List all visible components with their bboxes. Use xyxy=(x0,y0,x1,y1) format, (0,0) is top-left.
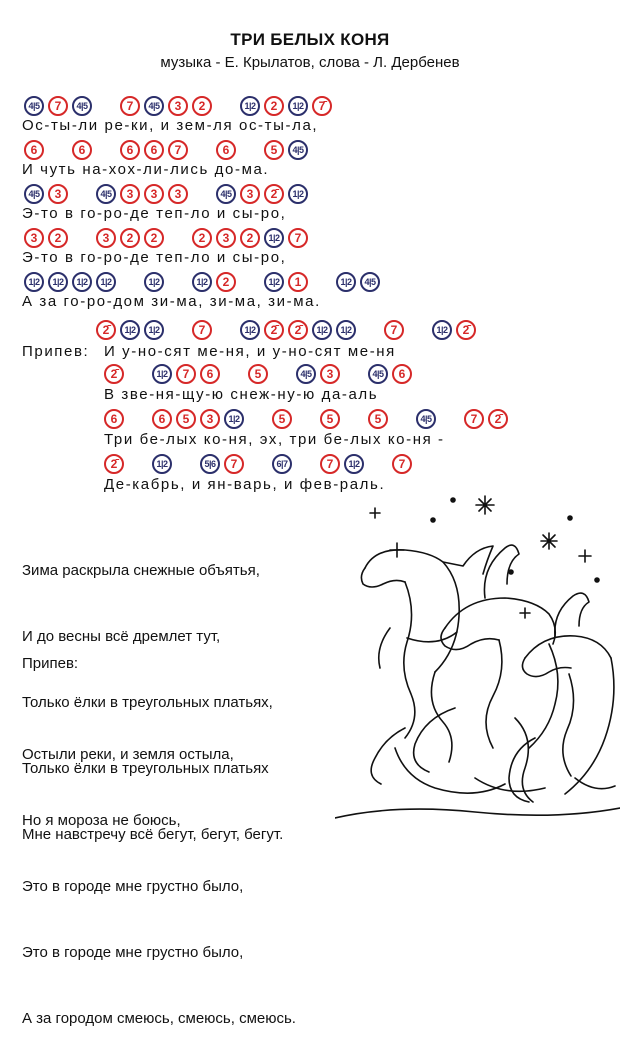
note-circle: 6 xyxy=(24,140,44,160)
note-circle: 1|2 xyxy=(152,364,172,384)
note-circle: 1|2 xyxy=(120,320,140,340)
note-circle: 5 xyxy=(320,409,340,429)
note-circle: 4|5 xyxy=(72,96,92,116)
note-circle: 2 xyxy=(120,228,140,248)
note-circle: 2̄ xyxy=(104,454,124,474)
note-circle: 7̄ xyxy=(312,96,332,116)
note-circle: 6 xyxy=(104,409,124,429)
note-circle: 4|5 xyxy=(368,364,388,384)
verse-2-line: И до весны всё дремлет тут, xyxy=(22,628,221,645)
note-circle: 2̄ xyxy=(488,409,508,429)
note-circle: 2̄ xyxy=(104,364,124,384)
note-circle: 5 xyxy=(176,409,196,429)
note-circle: 7 xyxy=(464,409,484,429)
note-circle: 6 xyxy=(152,409,172,429)
note-circle: 1|2 xyxy=(144,272,164,292)
note-circle: 1|2 xyxy=(264,272,284,292)
note-circle: 3 xyxy=(24,228,44,248)
note-circle: 6 xyxy=(392,364,412,384)
verse-3-line: Это в городе мне грустно было, xyxy=(22,878,244,895)
note-circle: 1|2 xyxy=(288,96,308,116)
note-circle: 1|2 xyxy=(432,320,452,340)
note-circle: 3 xyxy=(320,364,340,384)
note-circle: 4|5 xyxy=(96,184,116,204)
note-circle: 4|5 xyxy=(24,184,44,204)
verse-3-line: Но я мороза не боюсь, xyxy=(22,812,181,829)
note-circle: 5 xyxy=(248,364,268,384)
note-circle: 1|2 xyxy=(96,272,116,292)
note-circle: 7 xyxy=(288,228,308,248)
horse-left xyxy=(361,546,505,793)
verse-2-line: Только ёлки в треугольных платьях, xyxy=(22,694,273,711)
note-circle: 6 xyxy=(144,140,164,160)
song-title: ТРИ БЕЛЫХ КОНЯ xyxy=(230,30,390,49)
chorus-label: Припев: xyxy=(22,343,90,360)
note-circle: 1|2 xyxy=(312,320,332,340)
note-circle: 1|2 xyxy=(152,454,172,474)
lyric-line: В зве-ня-щу-ю снеж-ну-ю да-аль xyxy=(104,386,379,403)
note-circle: 2 xyxy=(144,228,164,248)
note-circle: 7 xyxy=(392,454,412,474)
note-circle: 4|5 xyxy=(360,272,380,292)
note-circle: 1|2 xyxy=(240,320,260,340)
note-circle: 1|2 xyxy=(336,272,356,292)
note-circle: 7 xyxy=(168,140,188,160)
lyric-line: Ос-ты-ли ре-ки, и зем-ля ос-ты-ла, xyxy=(22,117,319,134)
lyric-line: Э-то в го-ро-де теп-ло и сы-ро, xyxy=(22,249,287,266)
note-circle: 1|2 xyxy=(48,272,68,292)
note-circle: 2 xyxy=(240,228,260,248)
note-circle: 3 xyxy=(144,184,164,204)
chorus-label-2: Припев: xyxy=(22,655,79,672)
note-circle: 7 xyxy=(120,96,140,116)
note-circle: 4|5 xyxy=(416,409,436,429)
note-circle: 7 xyxy=(224,454,244,474)
note-circle: 7 xyxy=(320,454,340,474)
note-circle: 3 xyxy=(216,228,236,248)
note-circle: 2̄ xyxy=(456,320,476,340)
lyric-line: И чуть на-хох-ли-лись до-ма. xyxy=(22,161,270,178)
song-credits: музыка - Е. Крылатов, слова - Л. Дербенев xyxy=(160,54,460,71)
lyric-line: Три бе-лых ко-ня, эх, три бе-лых ко-ня - xyxy=(104,431,445,448)
note-circle: 1|2 xyxy=(72,272,92,292)
lyric-line: Де-кабрь, и ян-варь, и фев-раль. xyxy=(104,476,386,493)
note-circle: 4|5 xyxy=(288,140,308,160)
note-circle: 7 xyxy=(384,320,404,340)
note-circle: 1|2 xyxy=(344,454,364,474)
note-circle: 6 xyxy=(200,364,220,384)
note-circle: 1|2 xyxy=(144,320,164,340)
note-circle: 3 xyxy=(168,184,188,204)
verse-3 xyxy=(22,700,296,1052)
lyric-line: И у-но-сят ме-ня, и у-но-сят ме-ня xyxy=(104,343,396,360)
three-horses-illustration xyxy=(335,488,620,829)
note-circle: 4|5 xyxy=(216,184,236,204)
note-circle: 1|2 xyxy=(24,272,44,292)
note-circle: 6 xyxy=(216,140,236,160)
note-circle: 5|6 xyxy=(200,454,220,474)
note-circle: 3 xyxy=(168,96,188,116)
note-circle: 1|2 xyxy=(288,184,308,204)
note-circle: 4|5 xyxy=(24,96,44,116)
note-circle: 1 xyxy=(288,272,308,292)
note-circle: 3 xyxy=(96,228,116,248)
note-circle: 3 xyxy=(240,184,260,204)
note-circle: 2 xyxy=(192,228,212,248)
note-circle: 1|2 xyxy=(264,228,284,248)
note-circle: 5 xyxy=(368,409,388,429)
note-circle: 6 xyxy=(72,140,92,160)
note-circle: 7 xyxy=(192,320,212,340)
note-circle: 2̄ xyxy=(96,320,116,340)
note-circle: 6 xyxy=(120,140,140,160)
note-circle: 1|2 xyxy=(240,96,260,116)
note-circle: 7 xyxy=(176,364,196,384)
note-circle: 1|2 xyxy=(192,272,212,292)
note-circle: 2 xyxy=(216,272,236,292)
snowflake-icon xyxy=(370,496,591,618)
verse-3-line: Остыли реки, и земля остыла, xyxy=(22,746,234,763)
note-circle: 2̄ xyxy=(264,320,284,340)
note-circle: 6|7 xyxy=(272,454,292,474)
note-circle: 1|2 xyxy=(224,409,244,429)
note-circle: 4|5 xyxy=(144,96,164,116)
note-circle: 2̄ xyxy=(288,320,308,340)
verse-2-line: Мне навстречу всё бегут, бегут, бегут. xyxy=(22,826,284,843)
note-circle: 5 xyxy=(272,409,292,429)
verse-3-line: Это в городе мне грустно было, xyxy=(22,944,244,961)
lyric-line: Э-то в го-ро-де теп-ло и сы-ро, xyxy=(22,205,287,222)
verse-2-line: Только ёлки в треугольных платьях xyxy=(22,760,269,777)
note-circle: 2̄ xyxy=(264,184,284,204)
verse-3-line: А за городом смеюсь, смеюсь, смеюсь. xyxy=(22,1010,296,1027)
note-circle: 3 xyxy=(48,184,68,204)
note-circle: 5 xyxy=(264,140,284,160)
note-circle: 2 xyxy=(48,228,68,248)
note-circle: 2 xyxy=(192,96,212,116)
note-circle: 7 xyxy=(48,96,68,116)
note-circle: 4|5 xyxy=(296,364,316,384)
lyric-line: А за го-ро-дом зи-ма, зи-ма, зи-ма. xyxy=(22,293,321,310)
note-circle: 2 xyxy=(264,96,284,116)
note-circle: 3 xyxy=(120,184,140,204)
note-circle: 3 xyxy=(200,409,220,429)
note-circle: 1|2 xyxy=(336,320,356,340)
verse-2-line: Зима раскрыла снежные объятья, xyxy=(22,562,260,579)
